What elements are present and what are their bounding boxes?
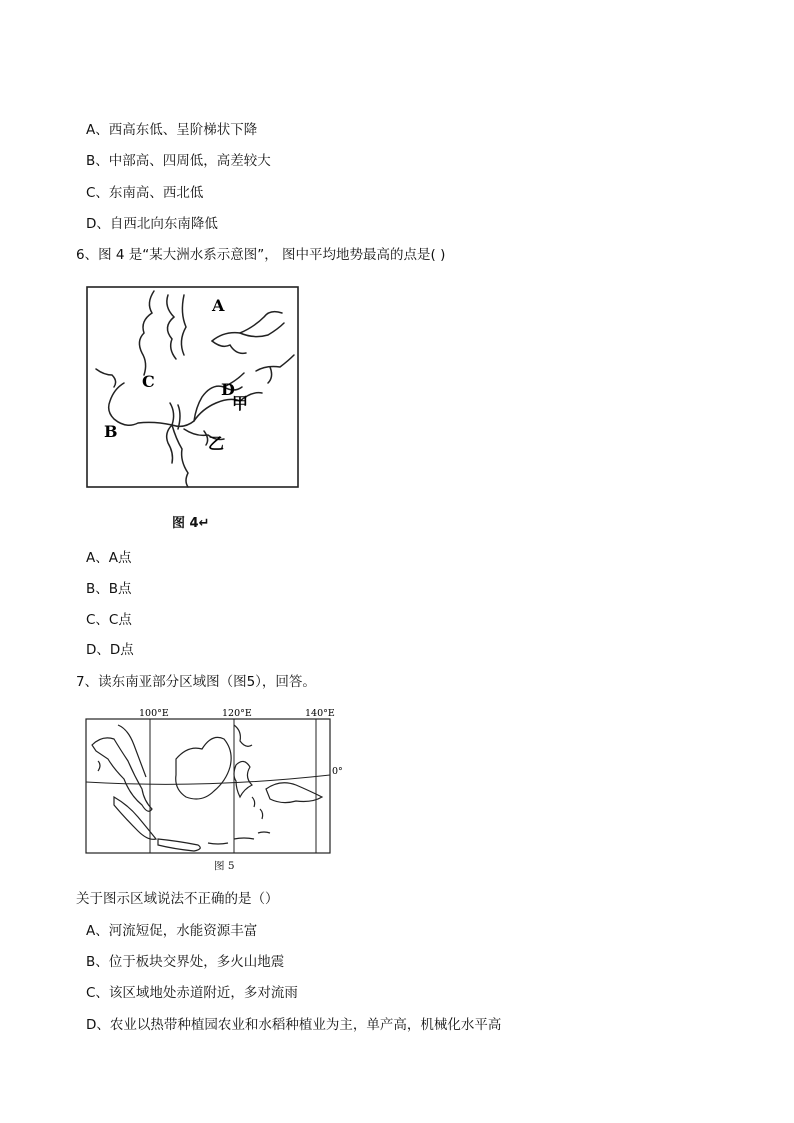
q7-option-c: C、该区域地处赤道附近，多对流雨 [86, 985, 298, 1001]
map-label-a: A [212, 296, 225, 315]
q7-option-d: D、农业以热带种植园农业和水稻种植业为主，单产高，机械化水平高 [86, 1017, 502, 1033]
map-label-b: B [104, 422, 118, 441]
equator-label: 0° [332, 766, 343, 777]
map-label-yi: 乙 [208, 434, 225, 453]
figure-5-caption: 图 5 [214, 860, 235, 872]
q7-stem: 7、读东南亚部分区域图（图5），回答。 [76, 674, 316, 690]
q6-stem: 6、图 4 是“某大洲水系示意图”， 图中平均地势最高的点是( ) [76, 247, 446, 263]
q6-option-d: D、D点 [86, 642, 134, 658]
figure-5-southeast-asia-map [84, 705, 346, 857]
longitude-140e: 140°E [305, 708, 335, 719]
q7-sub-stem: 关于图示区域说法不正确的是（） [76, 891, 279, 907]
q5-option-d: D、自西北向东南降低 [86, 216, 218, 232]
q6-option-c: C、C点 [86, 612, 132, 628]
q6-option-a: A、A点 [86, 550, 132, 566]
figure-4-caption: 图 4↵ [172, 516, 210, 531]
longitude-100e: 100°E [139, 708, 169, 719]
q7-option-b: B、位于板块交界处，多火山地震 [86, 954, 285, 970]
map-label-jia: 甲 [232, 394, 249, 413]
map-label-d: D [221, 380, 235, 399]
map-label-c: C [142, 372, 155, 391]
q5-option-a: A、西高东低、呈阶梯状下降 [86, 122, 258, 138]
q5-option-b: B、中部高、四周低，高差较大 [86, 153, 271, 169]
q5-option-c: C、东南高、西北低 [86, 185, 204, 201]
longitude-120e: 120°E [222, 708, 252, 719]
q6-option-b: B、B点 [86, 581, 132, 597]
q7-option-a: A、河流短促，水能资源丰富 [86, 923, 258, 939]
figure-4-water-system-map [84, 283, 304, 493]
